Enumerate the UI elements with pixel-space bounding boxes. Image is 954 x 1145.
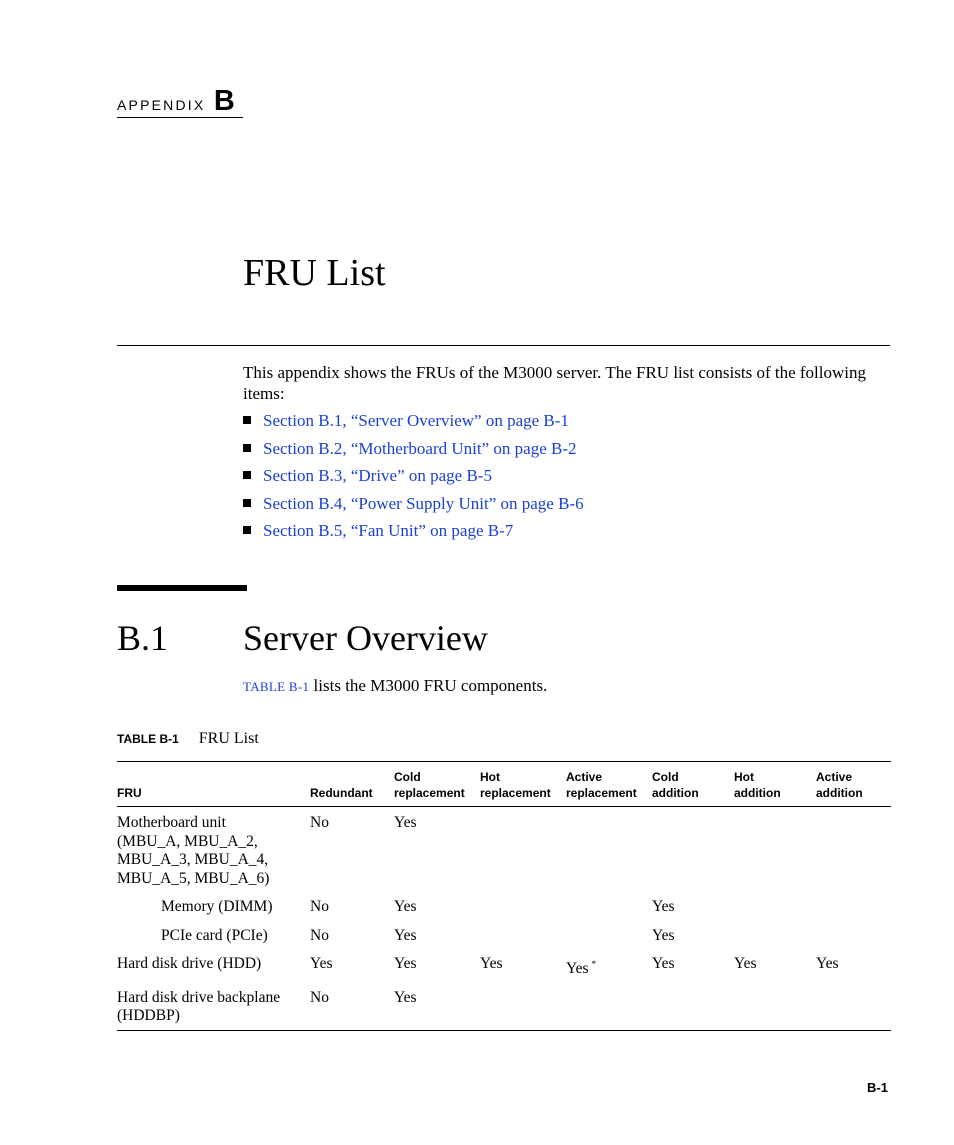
- table-cell: [734, 982, 816, 1031]
- cell-value: Yes: [394, 898, 417, 915]
- cell-value: No: [310, 926, 329, 944]
- bullet-square-icon: [243, 416, 251, 424]
- section-link-list: [243, 410, 584, 548]
- section-link-b1[interactable]: Section B.1, “Server Overview” on page B-1: [263, 411, 569, 430]
- intro-paragraph: This appendix shows the FRUs of the M3000 server. The FRU list consists of the following items:: [243, 363, 866, 403]
- cell-value: Yes: [480, 955, 503, 972]
- column-header-text: addition: [816, 786, 863, 800]
- list-item: [243, 493, 584, 521]
- table-cell: [816, 891, 891, 920]
- table-caption-tag: TABLE B-1: [117, 732, 179, 746]
- table-row: [117, 982, 891, 1031]
- section-link-b2[interactable]: Section B.2, “Motherboard Unit” on page B-2: [263, 438, 577, 458]
- table-cell: [652, 920, 734, 949]
- fru-name-line: Motherboard unit: [117, 814, 226, 831]
- section-link-b4[interactable]: Section B.4, “Power Supply Unit” on page B-6: [263, 493, 584, 513]
- footnote-marker: *: [591, 959, 597, 969]
- column-header-text: addition: [734, 786, 781, 800]
- column-header: [816, 762, 891, 807]
- list-item: [243, 520, 584, 548]
- chapter-title: FRU List: [243, 252, 386, 294]
- bullet-square-icon: [243, 471, 251, 479]
- column-header: [652, 762, 734, 807]
- fru-name-cell: [117, 891, 310, 920]
- fru-name-line: PCIe card (PCIe): [161, 926, 268, 944]
- column-header-text: Cold: [652, 770, 679, 784]
- cell-value: Yes: [816, 955, 839, 972]
- table-cell: [480, 891, 566, 920]
- fru-name-line: (HDDBP): [117, 1007, 180, 1024]
- bullet-square-icon: [243, 499, 251, 507]
- cell-value: Yes: [566, 960, 589, 977]
- cell-value: Yes: [310, 955, 333, 972]
- table-cell: [566, 807, 652, 892]
- list-item: [243, 465, 584, 493]
- cell-value: Yes: [652, 898, 675, 915]
- fru-name-cell: [117, 807, 310, 892]
- table-cell: [566, 920, 652, 949]
- column-header: [480, 762, 566, 807]
- table-cell: [480, 948, 566, 982]
- table-cell: [652, 891, 734, 920]
- table-cell: [394, 807, 480, 892]
- table-cell: [394, 920, 480, 949]
- cell-value: Yes: [734, 955, 757, 972]
- list-item: [243, 410, 584, 438]
- chapter-divider: [117, 345, 890, 346]
- fru-name-line: (MBU_A, MBU_A_2,: [117, 832, 258, 850]
- cell-value: Yes: [652, 955, 675, 972]
- table-cell: [310, 948, 394, 982]
- table-cell: [816, 982, 891, 1031]
- column-header: [117, 762, 310, 807]
- section-number: B.1: [117, 618, 169, 658]
- column-header-text: addition: [652, 786, 699, 800]
- section-link-b5[interactable]: Section B.5, “Fan Unit” on page B-7: [263, 521, 514, 540]
- section-title: Server Overview: [243, 618, 488, 658]
- table-cell: [310, 920, 394, 949]
- fru-name-line: Hard disk drive backplane: [117, 988, 281, 1006]
- table-cell: [652, 982, 734, 1031]
- section-bar: [117, 585, 247, 591]
- table-cell: [566, 948, 652, 982]
- cell-value: Yes: [394, 814, 417, 831]
- page-number: B-1: [867, 1080, 888, 1095]
- column-header: [566, 762, 652, 807]
- table-cell: [734, 807, 816, 892]
- table-body: [117, 807, 891, 1031]
- column-header-text: Active: [566, 770, 603, 784]
- fru-name-line: Hard disk drive (HDD): [117, 955, 262, 972]
- table-cell: [566, 891, 652, 920]
- cell-value: Yes: [394, 955, 417, 972]
- table-cell: [652, 807, 734, 892]
- section-intro: [243, 675, 547, 697]
- appendix-letter: B: [213, 85, 235, 117]
- table-caption-text: FRU List: [198, 730, 259, 747]
- column-header-text: Hot: [480, 770, 500, 784]
- column-header-text: replacement: [480, 786, 551, 800]
- table-xref-link[interactable]: TABLE B-1: [243, 679, 310, 694]
- column-header: [394, 762, 480, 807]
- fru-name-line: MBU_A_5, MBU_A_6): [117, 869, 270, 887]
- fru-table: [117, 761, 891, 1031]
- table-header-row: [117, 762, 891, 807]
- table-caption: [117, 730, 259, 748]
- table-cell: [310, 807, 394, 892]
- table-cell: [734, 920, 816, 949]
- column-header-text: Hot: [734, 770, 754, 784]
- fru-name-line: MBU_A_3, MBU_A_4,: [117, 851, 269, 868]
- table-cell: [652, 948, 734, 982]
- column-header-text: replacement: [394, 786, 465, 800]
- column-header: [310, 762, 394, 807]
- table-row: [117, 891, 891, 920]
- table-row: [117, 807, 891, 892]
- table-cell: [734, 948, 816, 982]
- table-cell: [480, 920, 566, 949]
- column-header-text: Cold: [394, 770, 421, 784]
- table-cell: [310, 982, 394, 1031]
- table-cell: [394, 948, 480, 982]
- table-cell: [394, 982, 480, 1031]
- table-cell: [816, 807, 891, 892]
- column-header-text: Redundant: [310, 786, 373, 800]
- fru-name-cell: [117, 948, 310, 982]
- bullet-square-icon: [243, 526, 251, 534]
- table-cell: [394, 891, 480, 920]
- table-cell: [734, 891, 816, 920]
- cell-value: No: [310, 814, 329, 831]
- cell-value: Yes: [652, 926, 675, 944]
- cell-value: Yes: [394, 988, 417, 1006]
- fru-name-line: Memory (DIMM): [161, 898, 273, 915]
- table-cell: [816, 920, 891, 949]
- section-intro-text: lists the M3000 FRU components.: [309, 676, 548, 695]
- appendix-header: [117, 86, 243, 118]
- table-cell: [566, 982, 652, 1031]
- list-item: [243, 438, 584, 466]
- column-header-text: FRU: [117, 786, 142, 800]
- appendix-word: APPENDIX: [117, 97, 206, 113]
- cell-value: Yes: [394, 926, 417, 944]
- table-cell: [480, 807, 566, 892]
- table-cell: [310, 891, 394, 920]
- table-cell: [816, 948, 891, 982]
- table-cell: [480, 982, 566, 1031]
- bullet-square-icon: [243, 444, 251, 452]
- column-header-text: Active: [816, 770, 853, 784]
- column-header: [734, 762, 816, 807]
- cell-value: No: [310, 898, 329, 915]
- section-link-b3[interactable]: Section B.3, “Drive” on page B-5: [263, 466, 492, 485]
- table-row: [117, 920, 891, 949]
- column-header-text: replacement: [566, 786, 637, 800]
- cell-value: No: [310, 988, 329, 1006]
- fru-name-cell: [117, 982, 310, 1031]
- fru-name-cell: [117, 920, 310, 949]
- table-row: [117, 948, 891, 982]
